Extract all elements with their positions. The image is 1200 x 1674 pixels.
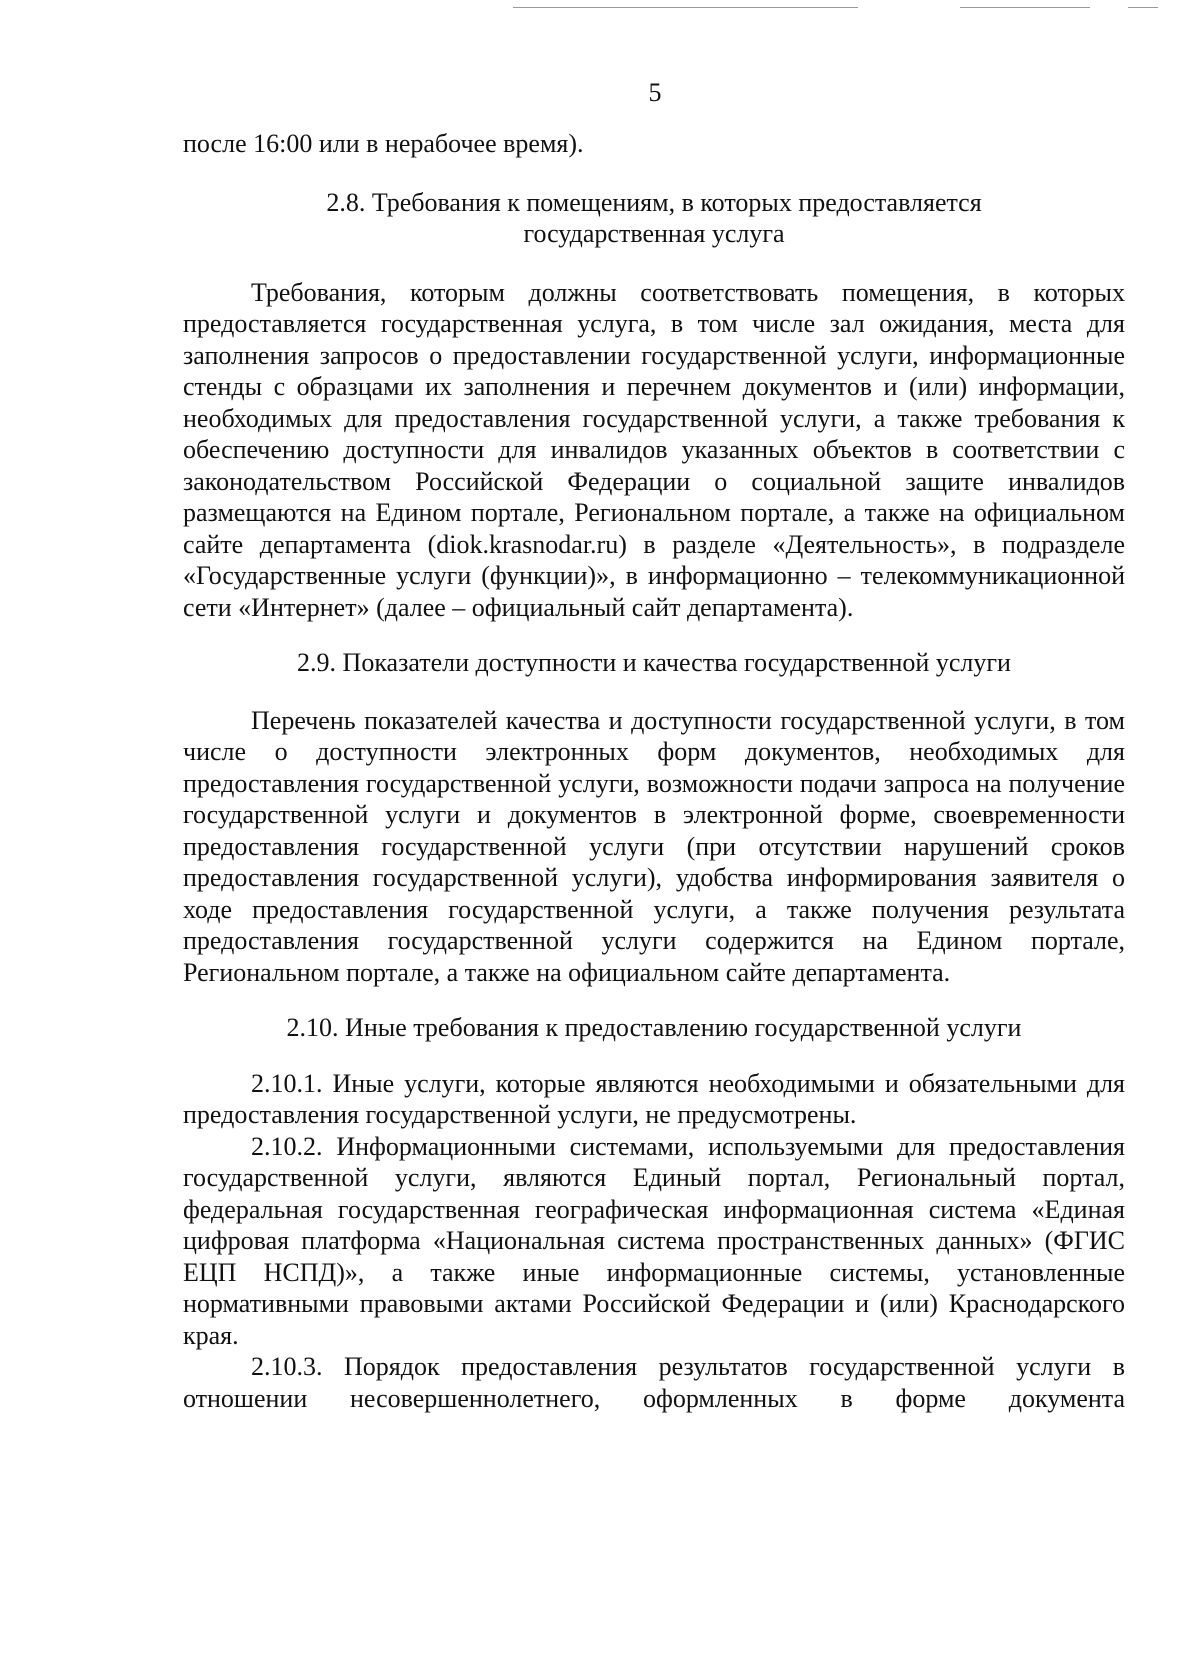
- paragraph: 2.10.1. Иные услуги, которые являются необходимыми и обязательными для предоставления государственной услуги, не предусмотрены.: [183, 1068, 1125, 1129]
- paragraph: 2.10.3. Порядок предоставления результатов государственной услуги в отношении несовершеннолетнего, оформленных в форме документа: [183, 1352, 1125, 1413]
- section-heading: [183, 647, 1125, 679]
- page-number: 5: [648, 78, 662, 107]
- paragraph: Требования, которым должны соответствовать помещения, в которых предоставляется государственная услуга, в том числе зал ожидания, места для заполнения запросов о предоставлении государственной услуги, информационные стенды с образцами их заполнения и перечнем документов и (или) информации, необходимых для предоставления государственной услуги, а также требования к обеспечению доступности для инвалидов указанных объектов в соответствии с законодательством Российской Федерации о социальной защите инвалидов размещаются на Едином портале, Региональном портале, а также на официальном сайте департамента (diok.krasnodar.ru) в разделе «Деятельность», в подразделе «Государственные услуги (функции)», в информационно – телекоммуникационной сети «Интернет» (далее – официальный сайт департамента).: [183, 277, 1125, 622]
- paragraph: после 16:00 или в нерабочее время).: [183, 129, 584, 158]
- scan-edge-line: [513, 7, 858, 8]
- paragraph: 2.10.2. Информационными системами, используемыми для предоставления государственной услуги, являются Единый портал, Региональный портал, федеральная государственная географическая информационная система «Единая цифровая платформа «Национальная система пространственных данных» (ФГИС ЕЦП НСПД)», а также иные информационные системы, установленные нормативными правовыми актами Российской Федерации и (или) Краснодарского края.: [183, 1131, 1125, 1350]
- heading-line: 2.9. Показатели доступности и качества государственной услуги: [297, 648, 1011, 677]
- scan-edge-line: [960, 7, 1090, 8]
- section-heading: [183, 187, 1125, 250]
- heading-line: 2.10. Иные требования к предоставлению государственной услуги: [286, 1013, 1022, 1042]
- document-body: [183, 128, 1125, 1414]
- heading-line: государственная услуга: [523, 219, 785, 248]
- heading-line: 2.8. Требования к помещениям, в которых предоставляется: [326, 187, 982, 217]
- section-heading: [183, 1012, 1125, 1044]
- paragraph: Перечень показателей качества и доступности государственной услуги, в том числе о доступности электронных форм документов, необходимых для предоставления государственной услуги, возможности подачи запроса на получение государственной услуги и документов в электронной форме, своевременности предоставления государственной услуги (при отсутствии нарушений сроков предоставления государственной услуги), удобства информирования заявителя о ходе предоставления государственной услуги, а также получения результата предоставления государственной услуги содержится на Едином портале, Региональном портале, а также на официальном сайте департамента.: [183, 705, 1125, 987]
- scan-edge-line: [1128, 7, 1158, 8]
